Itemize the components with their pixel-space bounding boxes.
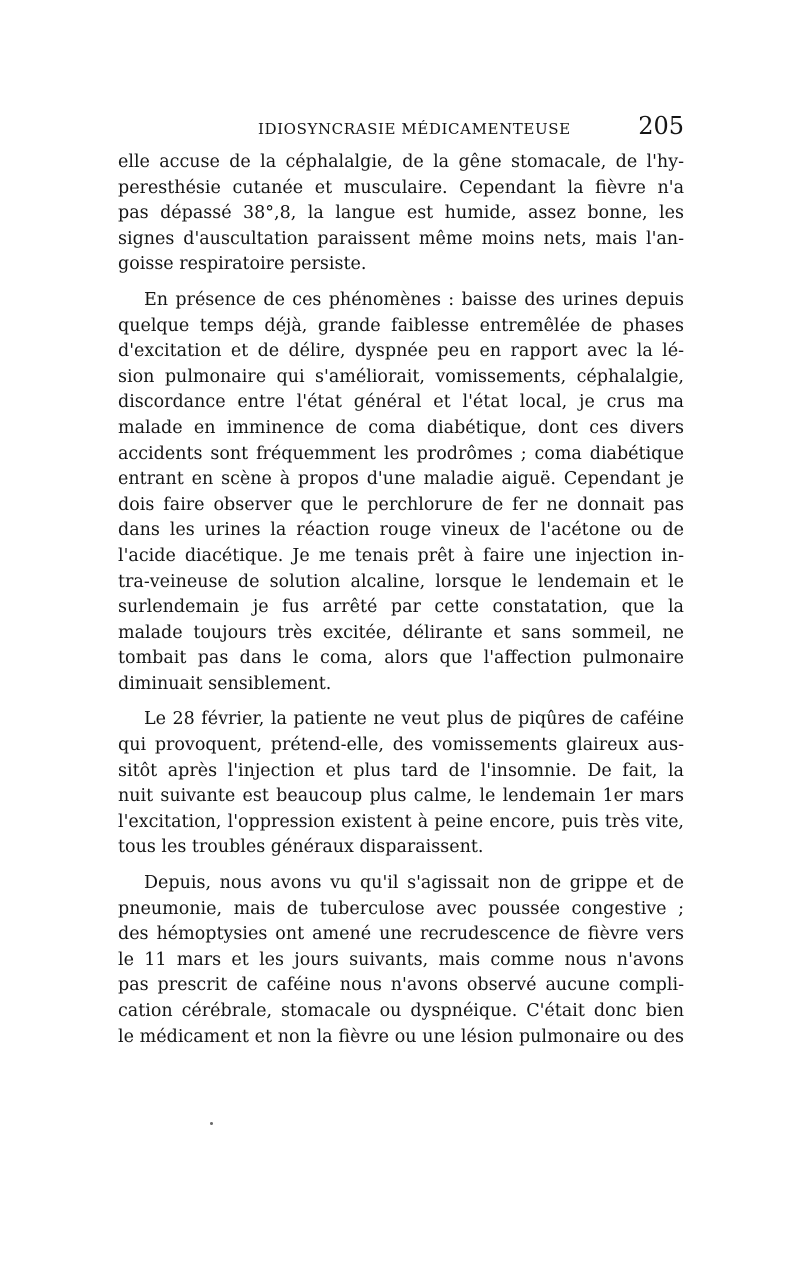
text-line: dois faire observer que le perchlorure de fer ne donnait pas (118, 494, 684, 515)
text-line: pas dépassé 38°,8, la langue est humide, assez bonne, les (118, 203, 684, 224)
body-text (118, 150, 684, 1050)
text-line: le 11 mars et les jours suivants, mais comme nous n'avons (118, 949, 684, 970)
running-title: IDIOSYNCRASIE MÉDICAMENTEUSE (258, 120, 571, 138)
text-line: malade toujours très excitée, délirante et sans sommeil, ne (118, 622, 684, 643)
text-line: sion pulmonaire qui s'améliorait, vomissements, céphalalgie, (118, 366, 684, 387)
text-line: l'excitation, l'oppression existent à peine encore, puis très vite, (118, 811, 684, 832)
text-line: qui provoquent, prétend-elle, des vomissements glaireux aus- (118, 735, 684, 756)
text-line: pas prescrit de caféine nous n'avons observé aucune compli- (118, 975, 684, 996)
text-line: d'excitation et de délire, dyspnée peu en rapport avec la lé- (118, 341, 684, 362)
text-line: entrant en scène à propos d'une maladie aiguë. Cependant je (118, 469, 684, 490)
text-line: diminuait sensiblement. (118, 673, 332, 694)
text-line: nuit suivante est beaucoup plus calme, le lendemain 1er mars (118, 786, 684, 807)
text-line: Le 28 février, la patiente ne veut plus de piqûres de caféine (144, 709, 684, 730)
text-line: sitôt après l'injection et plus tard de l'insomnie. De fait, la (118, 760, 684, 781)
text-line: tra-veineuse de solution alcaline, lorsque le lendemain et le (118, 571, 684, 592)
paragraph-1 (118, 150, 684, 278)
text-line: discordance entre l'état général et l'état local, je crus ma (118, 392, 684, 413)
text-line: le médicament et non la fièvre ou une lésion pulmonaire ou des (118, 1026, 684, 1047)
scan-speck (210, 1122, 213, 1125)
text-line: malade en imminence de coma diabétique, dont ces divers (118, 417, 684, 438)
text-line: des hémoptysies ont amené une recrudescence de fièvre vers (118, 924, 684, 945)
text-line: tombait pas dans le coma, alors que l'affection pulmonaire (118, 648, 684, 669)
text-line: goisse respiratoire persiste. (118, 254, 367, 275)
text-line: cation cérébrale, stomacale ou dyspnéique. C'était donc bien (118, 1001, 684, 1021)
text-line: accidents sont fréquemment les prodrômes ; coma diabétique (118, 443, 684, 464)
text-line: dans les urines la réaction rouge vineux de l'acétone ou de (118, 520, 684, 541)
text-line: l'acide diacétique. Je me tenais prêt à faire une injection in- (118, 545, 684, 566)
text-line: signes d'auscultation paraissent même moins nets, mais l'an- (118, 228, 684, 249)
paragraph-2 (118, 288, 684, 698)
page-number: 205 (638, 112, 684, 140)
text-line: Depuis, nous avons vu qu'il s'agissait non de grippe et de (144, 873, 684, 894)
running-head (118, 112, 684, 144)
paragraph-3 (118, 707, 684, 861)
text-line: pneumonie, mais de tuberculose avec poussée congestive ; (118, 898, 684, 919)
text-line: quelque temps déjà, grande faiblesse entremêlée de phases (118, 315, 684, 336)
paragraph-4 (118, 871, 684, 1050)
text-line: En présence de ces phénomènes : baisse des urines depuis (144, 289, 684, 310)
text-line: tous les troubles généraux disparaissent. (118, 837, 484, 858)
text-line: peresthésie cutanée et musculaire. Cependant la fièvre n'a (118, 177, 684, 198)
text-line: surlendemain je fus arrêté par cette constatation, que la (118, 597, 684, 618)
text-line: elle accuse de la céphalalgie, de la gêne stomacale, de l'hy- (118, 152, 684, 172)
